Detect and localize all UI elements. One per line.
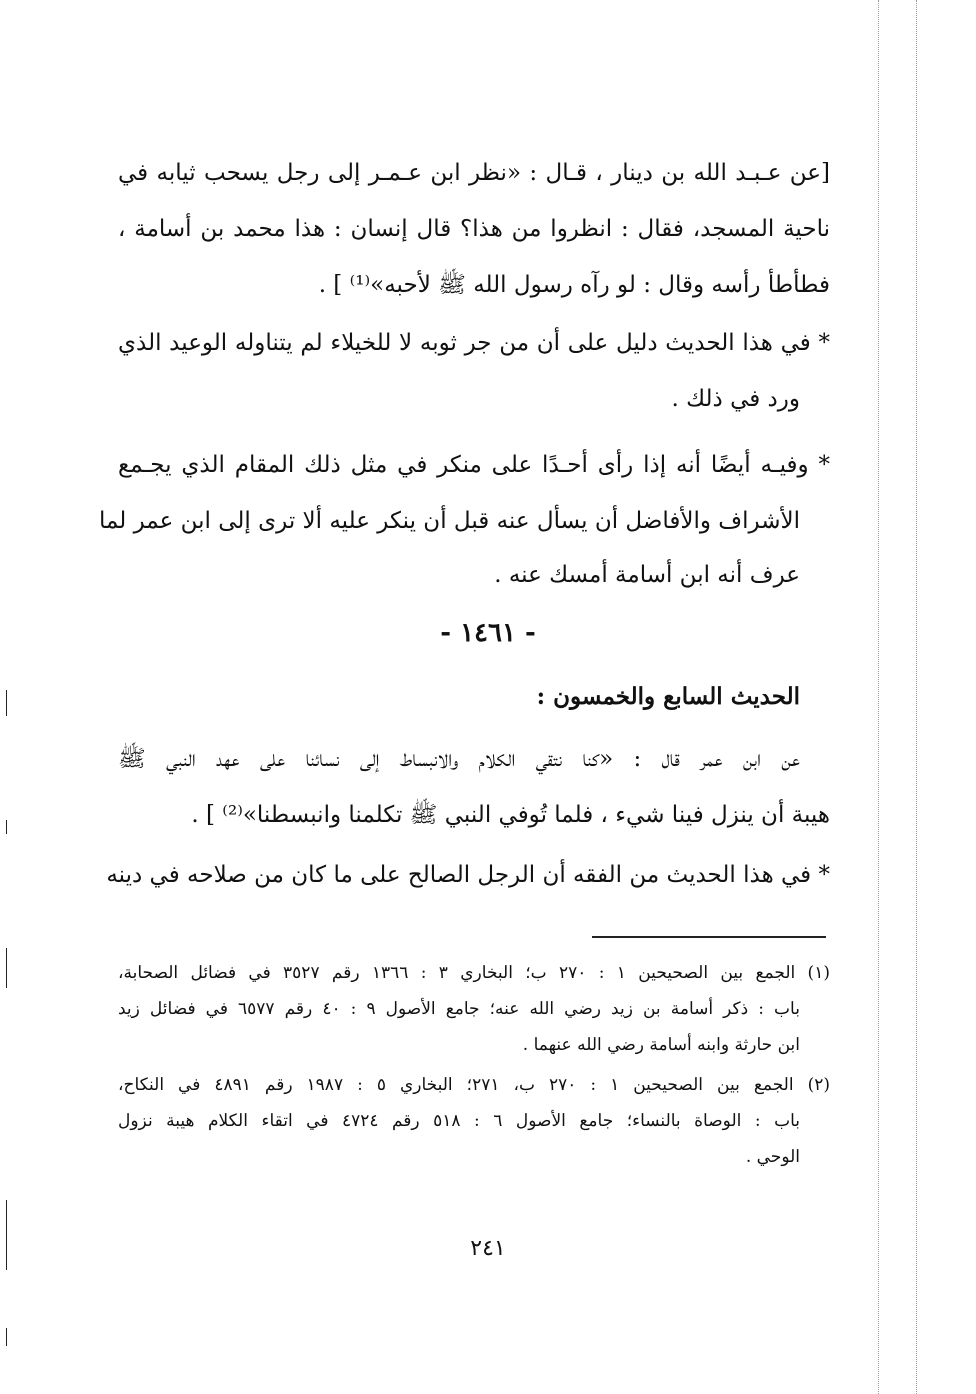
footnote-line: الوحي . bbox=[745, 1147, 800, 1167]
footnote-line: باب : ذكر أسامة بن زيد رضي الله عنه؛ جامع الأصول ٩ : ٤٠ رقم ٦٥٧٧ في فضائل زيد bbox=[118, 999, 800, 1019]
hadith-number-heading: - ١٤٦١ - bbox=[440, 618, 536, 648]
text-line: هيبة أن ينزل فينا شيء ، فلما تُوفي النبي ﷺ تكلمنا وانبسطنا»⁽²⁾ ] . bbox=[191, 802, 830, 828]
left-edge-mark bbox=[6, 820, 7, 834]
footnote-line: ابن حارثة وابنه أسامة رضي الله عنهما . bbox=[522, 1035, 800, 1055]
text-line: الأشراف والأفاضل أن يسأل عنه قبل أن ينكر عليه ألا ترى إلى ابن عمر لما bbox=[98, 508, 800, 534]
footnote-line: باب : الوصاة بالنساء؛ جامع الأصول ٦ : ٥١٨ رقم ٤٧٢٤ في اتقاء الكلام هيبة نزول bbox=[118, 1111, 800, 1131]
text-line: ناحية المسجد، فقال : انظروا من هذا؟ قال إنسان : هذا محمد بن أسامة ، bbox=[118, 216, 830, 242]
footnote-line: (٢) الجمع بين الصحيحين ١ : ٢٧٠ ب، ٢٧١؛ البخاري ٥ : ١٩٨٧ رقم ٤٨٩١ في النكاح، bbox=[118, 1075, 830, 1095]
footnote-line: (١) الجمع بين الصحيحين ١ : ٢٧٠ ب؛ البخاري ٣ : ١٣٦٦ رقم ٣٥٢٧ في فضائل الصحابة، bbox=[118, 963, 830, 983]
text-line: ورد في ذلك . bbox=[671, 386, 800, 412]
text-line: عن ابن عمر قال : «كنا نتقي الكلام والانبساط إلى نسائنا على عهد النبي ﷺ bbox=[118, 746, 800, 772]
text-line: فطأطأ رأسه وقال : لو رآه رسول الله ﷺ لأحبه»⁽¹⁾ ] . bbox=[318, 272, 830, 298]
text-line: * في هذا الحديث دليل على أن من جر ثوبه لا للخيلاء لم يتناوله الوعيد الذي bbox=[118, 330, 830, 356]
left-edge-mark bbox=[6, 690, 7, 716]
text-line: * في هذا الحديث من الفقه أن الرجل الصالح على ما كان من صلاحه في دينه bbox=[106, 862, 830, 888]
text-line: عرف أنه ابن أسامة أمسك عنه . bbox=[494, 562, 800, 588]
page-number: ٢٤١ bbox=[470, 1236, 506, 1261]
text-line: * وفيـه أيضًا أنه إذا رأى أحـدًا على منكر في مثل ذلك المقام الذي يجـمع bbox=[118, 452, 830, 478]
subheading-text: الحديث السابع والخمسون : bbox=[536, 683, 800, 710]
footnote-separator bbox=[592, 936, 826, 938]
left-edge-mark bbox=[6, 948, 7, 988]
right-margin-dotted-line-2 bbox=[916, 0, 917, 1394]
right-margin-dotted-line bbox=[878, 0, 879, 1394]
text-line: [عن عـبـد الله بن دينار ، قـال : «نظر ابن عـمـر إلى رجل يسحب ثيابه في bbox=[118, 160, 830, 186]
left-edge-mark bbox=[6, 1328, 7, 1346]
